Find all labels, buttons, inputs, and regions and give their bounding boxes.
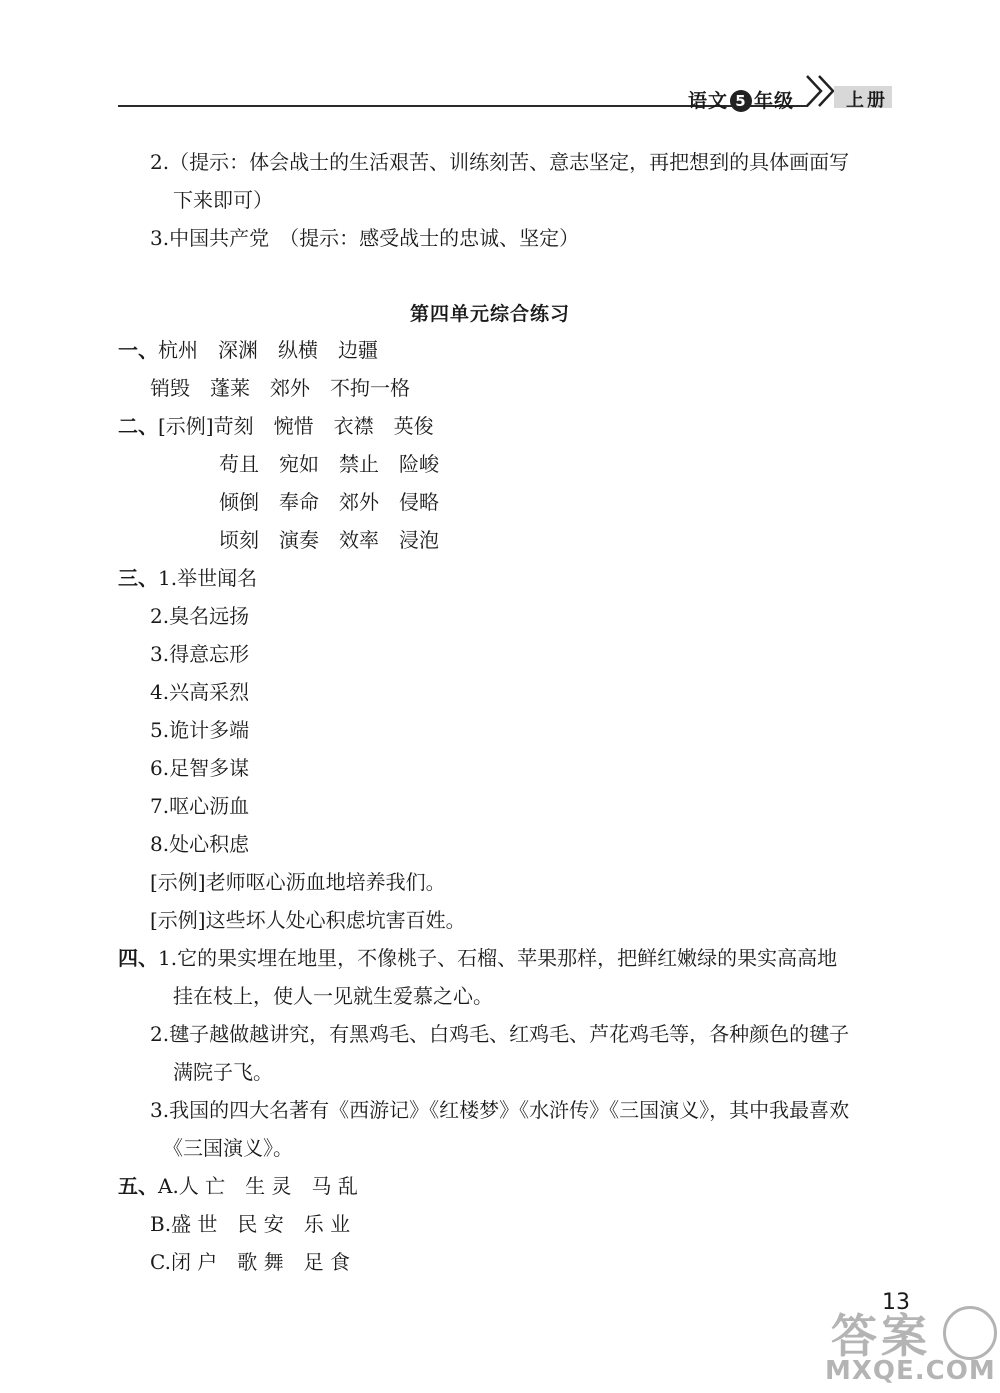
part3-item1: [118, 565, 257, 591]
part3-item5: 5.诡计多端: [150, 718, 250, 742]
watermark-url: MXQE.COM: [825, 1356, 996, 1386]
part4-item3-line2: 《三国演义》。: [163, 1136, 293, 1160]
part4-item3-line1: 3.我国的四大名著有《西游记》《红楼梦》《水浒传》《三国演义》，其中我最喜欢: [150, 1098, 850, 1122]
part4-prefix: 四、: [118, 946, 158, 970]
part3-item-text: 1.举世闻名: [158, 566, 258, 590]
part4-item1-line2: 挂在枝上，使人一见就生爱慕之心。: [173, 984, 493, 1008]
section-title: 第四单元综合练习: [410, 303, 571, 325]
header-subject-grade: [688, 86, 794, 113]
part4-item1-line1: [118, 945, 837, 971]
part5-row-a-text: A.人 亡 生 灵 马 乱: [158, 1174, 358, 1198]
part5-row-b: B.盛 世 民 安 乐 业: [150, 1212, 351, 1236]
part1-words-1: 杭州 深渊 纵横 边疆: [158, 338, 378, 362]
part5-prefix: 五、: [118, 1174, 158, 1198]
part4-item1-text: 1.它的果实埋在地里，不像桃子、石榴、苹果那样，把鲜红嫩绿的果实高高地: [158, 946, 838, 970]
part1-row2: 销毁 蓬莱 郊外 不拘一格: [150, 376, 410, 400]
part5-row-c: C.闭 户 歌 舞 足 食: [150, 1250, 351, 1274]
answer-2-line2: 下来即可）: [173, 188, 273, 212]
part3-item3: 3.得意忘形: [150, 642, 250, 666]
page-number: 13: [882, 1290, 910, 1315]
part2-words-1: [示例]苛刻 惋惜 衣襟 英俊: [158, 414, 434, 438]
part5-row-a: [118, 1173, 358, 1199]
part1-prefix: 一、: [118, 338, 158, 362]
grade-badge: 5: [730, 90, 752, 112]
header-grade-suffix: 年级: [754, 90, 795, 112]
part3-item8: 8.处心积虑: [150, 832, 250, 856]
part3-item6: 6.足智多谋: [150, 756, 250, 780]
part2-row1: [118, 413, 434, 439]
watermark-logo: [825, 1300, 1000, 1393]
part3-item4: 4.兴高采烈: [150, 680, 250, 704]
part4-item2-line1: 2.毽子越做越讲究，有黑鸡毛、白鸡毛、红鸡毛、芦花鸡毛等，各种颜色的毽子: [150, 1022, 850, 1046]
part4-item2-line2: 满院子飞。: [173, 1060, 273, 1084]
answer-2-line1: 2.（提示：体会战士的生活艰苦、训练刻苦、意志坚定，再把想到的具体画面写: [150, 150, 850, 174]
part2-prefix: 二、: [118, 414, 158, 438]
double-chevron-icon: [804, 73, 838, 109]
part3-item7: 7.呕心沥血: [150, 794, 250, 818]
answer-3: 3.中国共产党 （提示：感受战士的忠诚、坚定）: [150, 226, 580, 250]
part3-example1: [示例]老师呕心沥血地培养我们。: [150, 870, 446, 894]
part2-row4: 顷刻 演奏 效率 浸泡: [219, 528, 439, 552]
part2-row3: 倾倒 奉命 郊外 侵略: [219, 490, 439, 514]
header-subject: 语文: [688, 90, 729, 112]
part3-item2: 2.臭名远扬: [150, 604, 250, 628]
part1-row1: [118, 337, 378, 363]
part3-example2: [示例]这些坏人处心积虑坑害百姓。: [150, 908, 466, 932]
watermark-chars: 答案: [831, 1309, 931, 1363]
volume-label: 上册: [846, 90, 888, 111]
watermark-badge-icon: [943, 1306, 997, 1360]
part3-prefix: 三、: [118, 566, 158, 590]
part2-row2: 苟且 宛如 禁止 险峻: [219, 452, 439, 476]
